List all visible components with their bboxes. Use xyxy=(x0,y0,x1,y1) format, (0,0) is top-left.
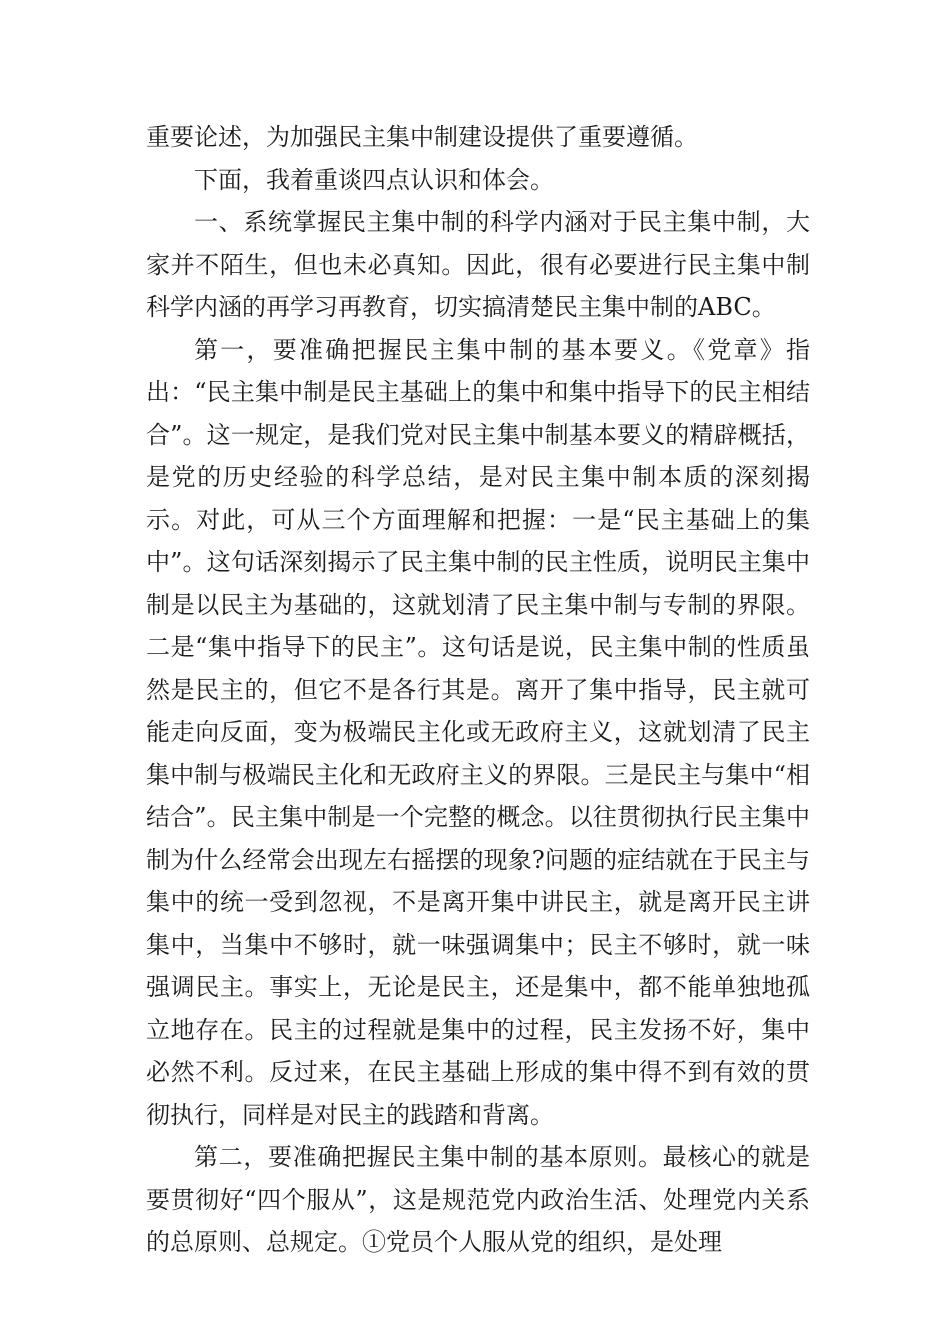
document-body xyxy=(146,116,810,1264)
paragraph-4: 第一，要准确把握民主集中制的基本要义。《党章》指出：“民主集中制是民主基础上的集中和集中指导下的民主相结合”。这一规定，是我们党对民主集中制基本要义的精辟概括，是党的历史经验的科学总结，是对民主集中制本质的深刻揭示。对此，可从三个方面理解和把握：一是“民主基础上的集中”。这句话深刻揭示了民主集中制的民主性质，说明民主集中制是以民主为基础的，这就划清了民主集中制与专制的界限。二是“集中指导下的民主”。这句话是说，民主集中制的性质虽然是民主的，但它不是各行其是。离开了集中指导，民主就可能走向反面，变为极端民主化或无政府主义，这就划清了民主集中制与极端民主化和无政府主义的界限。三是民主与集中“相结合”。民主集中制是一个完整的概念。以往贯彻执行民主集中制为什么经常会出现左右摇摆的现象?问题的症结就在于民主与集中的统一受到忽视，不是离开集中讲民主，就是离开民主讲集中，当集中不够时，就一味强调集中；民主不够时，就一味强调民主。事实上，无论是民主，还是集中，都不能单独地孤立地存在。民主的过程就是集中的过程，民主发扬不好，集中必然不利。反过来，在民主基础上形成的集中得不到有效的贯彻执行，同样是对民主的践踏和背离。 xyxy=(146,335,810,1129)
paragraph-3: 一、系统掌握民主集中制的科学内涵对于民主集中制，大家并不陌生，但也未必真知。因此，很有必要进行民主集中制科学内涵的再学习再教育，切实搞清楚民主集中制的ABC。 xyxy=(146,208,810,321)
paragraph-5: 第二，要准确把握民主集中制的基本原则。最核心的就是要贯彻好“四个服从”，这是规范党内政治生活、处理党内关系的总原则、总规定。①党员个人服从党的组织，是处理 xyxy=(146,1143,810,1256)
paragraph-1: 重要论述，为加强民主集中制建设提供了重要遵循。 xyxy=(146,123,698,151)
paragraph-2: 下面，我着重谈四点认识和体会。 xyxy=(194,165,554,194)
